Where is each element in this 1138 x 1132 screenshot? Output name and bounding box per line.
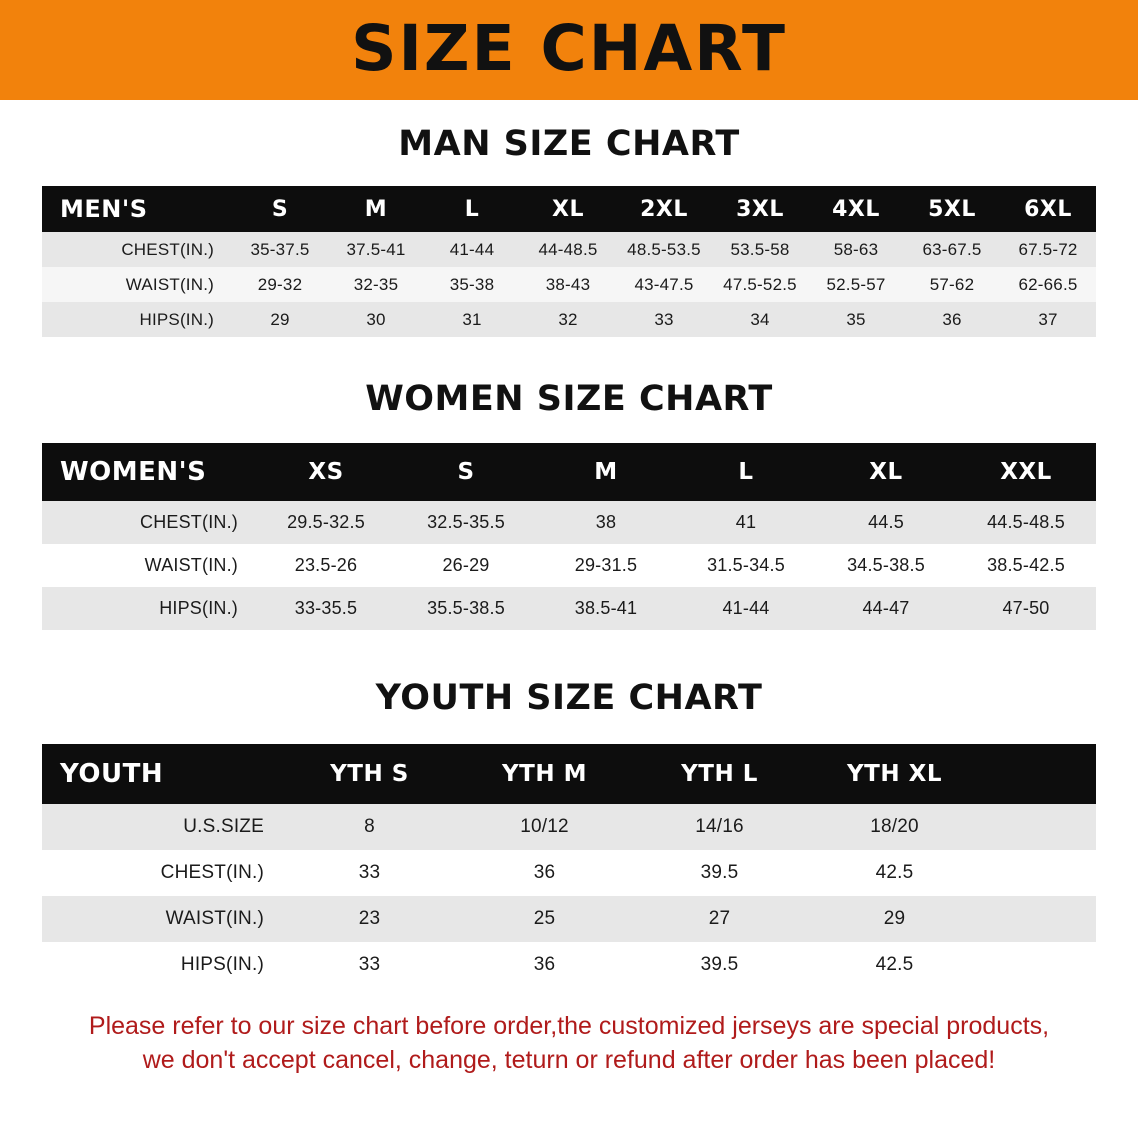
women-col-3: M <box>594 459 618 485</box>
youth-row-label-hips: HIPS(IN.) <box>180 954 264 975</box>
men-waist-l: 35-38 <box>449 274 495 294</box>
disclaimer-line-1: Please refer to our size chart before order,the customized jerseys are special products, <box>88 1012 1050 1040</box>
youth-waist-s: 23 <box>358 908 381 929</box>
women-waist-xxl: 38.5-42.5 <box>987 555 1065 575</box>
women-row-label-hips: HIPS(IN.) <box>159 598 238 618</box>
youth-size-table <box>42 744 1096 988</box>
table-row <box>42 804 1096 850</box>
men-col-1: S <box>271 196 289 222</box>
youth-chest-m: 36 <box>533 862 556 883</box>
men-col-4: XL <box>552 196 584 222</box>
men-col-9: 6XL <box>1024 196 1072 222</box>
men-hips-3xl: 34 <box>750 309 770 329</box>
header-banner <box>0 0 1138 100</box>
youth-chest-l: 39.5 <box>700 862 739 883</box>
women-chest-xs: 29.5-32.5 <box>287 512 365 532</box>
women-waist-m: 29-31.5 <box>574 555 638 575</box>
table-row <box>42 587 1096 630</box>
men-waist-6xl: 62-66.5 <box>1018 274 1078 294</box>
youth-spacer-cell <box>982 804 1096 850</box>
table-row <box>42 267 1096 302</box>
men-waist-s: 29-32 <box>257 274 303 294</box>
man-section-heading: MAN SIZE CHART <box>398 124 740 164</box>
youth-spacer-cell <box>982 850 1096 896</box>
youth-hips-l: 39.5 <box>700 954 739 975</box>
youth-chest-s: 33 <box>358 862 381 883</box>
youth-waist-xl: 29 <box>883 908 906 929</box>
table-header-row <box>42 186 1096 232</box>
women-size-table <box>42 443 1096 630</box>
youth-col-spacer <box>982 744 1096 804</box>
table-row <box>42 850 1096 896</box>
youth-waist-l: 27 <box>708 908 731 929</box>
women-waist-s: 26-29 <box>442 555 490 575</box>
youth-row-label-ussize: U.S.SIZE <box>183 816 264 837</box>
men-corner-label: MEN'S <box>60 195 148 223</box>
women-hips-m: 38.5-41 <box>574 598 638 618</box>
women-waist-xl: 34.5-38.5 <box>847 555 925 575</box>
women-col-5: XL <box>869 459 903 485</box>
men-col-3: L <box>464 196 480 222</box>
women-row-label-waist: WAIST(IN.) <box>144 555 238 575</box>
youth-ussize-xl: 18/20 <box>870 816 919 837</box>
men-waist-4xl: 52.5-57 <box>826 274 886 294</box>
table-row <box>42 302 1096 337</box>
women-chest-m: 38 <box>595 512 617 532</box>
women-corner-label: WOMEN'S <box>60 457 207 487</box>
men-waist-5xl: 57-62 <box>929 274 975 294</box>
men-hips-5xl: 36 <box>942 309 962 329</box>
men-waist-2xl: 43-47.5 <box>634 274 694 294</box>
youth-col-2: YTH M <box>502 761 587 787</box>
men-chest-l: 41-44 <box>449 239 495 259</box>
men-chest-2xl: 48.5-53.5 <box>627 239 701 259</box>
table-row <box>42 232 1096 267</box>
men-chest-m: 37.5-41 <box>346 239 406 259</box>
women-chest-xl: 44.5 <box>868 512 904 532</box>
men-hips-l: 31 <box>462 309 482 329</box>
youth-row-label-chest: CHEST(IN.) <box>160 862 264 883</box>
men-chest-s: 35-37.5 <box>250 239 310 259</box>
men-chest-5xl: 63-67.5 <box>922 239 982 259</box>
women-chest-l: 41 <box>735 512 757 532</box>
disclaimer-note <box>39 1010 1099 1078</box>
youth-col-3: YTH L <box>681 761 758 787</box>
youth-spacer-cell <box>982 942 1096 988</box>
table-row <box>42 942 1096 988</box>
youth-hips-m: 36 <box>533 954 556 975</box>
men-waist-3xl: 47.5-52.5 <box>723 274 797 294</box>
men-col-5: 2XL <box>640 196 688 222</box>
women-col-4: L <box>738 459 754 485</box>
men-hips-m: 30 <box>366 309 386 329</box>
women-waist-l: 31.5-34.5 <box>707 555 785 575</box>
youth-ussize-m: 10/12 <box>520 816 569 837</box>
youth-row-label-waist: WAIST(IN.) <box>165 908 264 929</box>
table-header-row <box>42 443 1096 501</box>
men-col-8: 5XL <box>928 196 976 222</box>
women-hips-s: 35.5-38.5 <box>427 598 505 618</box>
women-col-6: XXL <box>1000 459 1052 485</box>
youth-ussize-s: 8 <box>364 816 375 837</box>
men-col-2: M <box>364 196 388 222</box>
men-chest-3xl: 53.5-58 <box>730 239 790 259</box>
youth-hips-s: 33 <box>358 954 381 975</box>
women-hips-l: 41-44 <box>722 598 770 618</box>
women-col-1: XS <box>308 459 344 485</box>
women-row-label-chest: CHEST(IN.) <box>140 512 238 532</box>
women-hips-xxl: 47-50 <box>1002 598 1050 618</box>
man-size-table <box>42 186 1096 337</box>
youth-col-1: YTH S <box>330 761 409 787</box>
women-hips-xs: 33-35.5 <box>294 598 358 618</box>
disclaimer-line-2: we don't accept cancel, change, teturn or refund after order has been placed! <box>142 1045 996 1074</box>
men-waist-m: 32-35 <box>353 274 399 294</box>
women-hips-xl: 44-47 <box>862 598 910 618</box>
youth-waist-m: 25 <box>533 908 556 929</box>
men-col-6: 3XL <box>736 196 784 222</box>
men-hips-xl: 32 <box>558 309 578 329</box>
men-row-label-hips: HIPS(IN.) <box>139 309 214 329</box>
youth-corner-label: YOUTH <box>60 759 164 789</box>
men-chest-4xl: 58-63 <box>833 239 879 259</box>
men-chest-6xl: 67.5-72 <box>1018 239 1078 259</box>
men-row-label-waist: WAIST(IN.) <box>125 274 214 294</box>
table-row <box>42 544 1096 587</box>
page-title: SIZE CHART <box>351 11 787 85</box>
men-chest-xl: 44-48.5 <box>538 239 598 259</box>
men-hips-4xl: 35 <box>846 309 866 329</box>
youth-spacer-cell <box>982 896 1096 942</box>
table-row <box>42 896 1096 942</box>
table-header-row <box>42 744 1096 804</box>
women-chest-s: 32.5-35.5 <box>427 512 505 532</box>
men-col-7: 4XL <box>832 196 880 222</box>
men-hips-2xl: 33 <box>654 309 674 329</box>
men-row-label-chest: CHEST(IN.) <box>121 239 214 259</box>
youth-section-heading: YOUTH SIZE CHART <box>375 678 763 718</box>
women-section-heading: WOMEN SIZE CHART <box>365 379 773 419</box>
men-waist-xl: 38-43 <box>545 274 591 294</box>
women-waist-xs: 23.5-26 <box>294 555 358 575</box>
youth-ussize-l: 14/16 <box>695 816 744 837</box>
table-row <box>42 501 1096 544</box>
youth-hips-xl: 42.5 <box>875 954 914 975</box>
women-col-2: S <box>457 459 475 485</box>
men-hips-s: 29 <box>270 309 290 329</box>
men-hips-6xl: 37 <box>1038 309 1058 329</box>
women-chest-xxl: 44.5-48.5 <box>987 512 1065 532</box>
youth-col-4: YTH XL <box>847 761 942 787</box>
youth-chest-xl: 42.5 <box>875 862 914 883</box>
